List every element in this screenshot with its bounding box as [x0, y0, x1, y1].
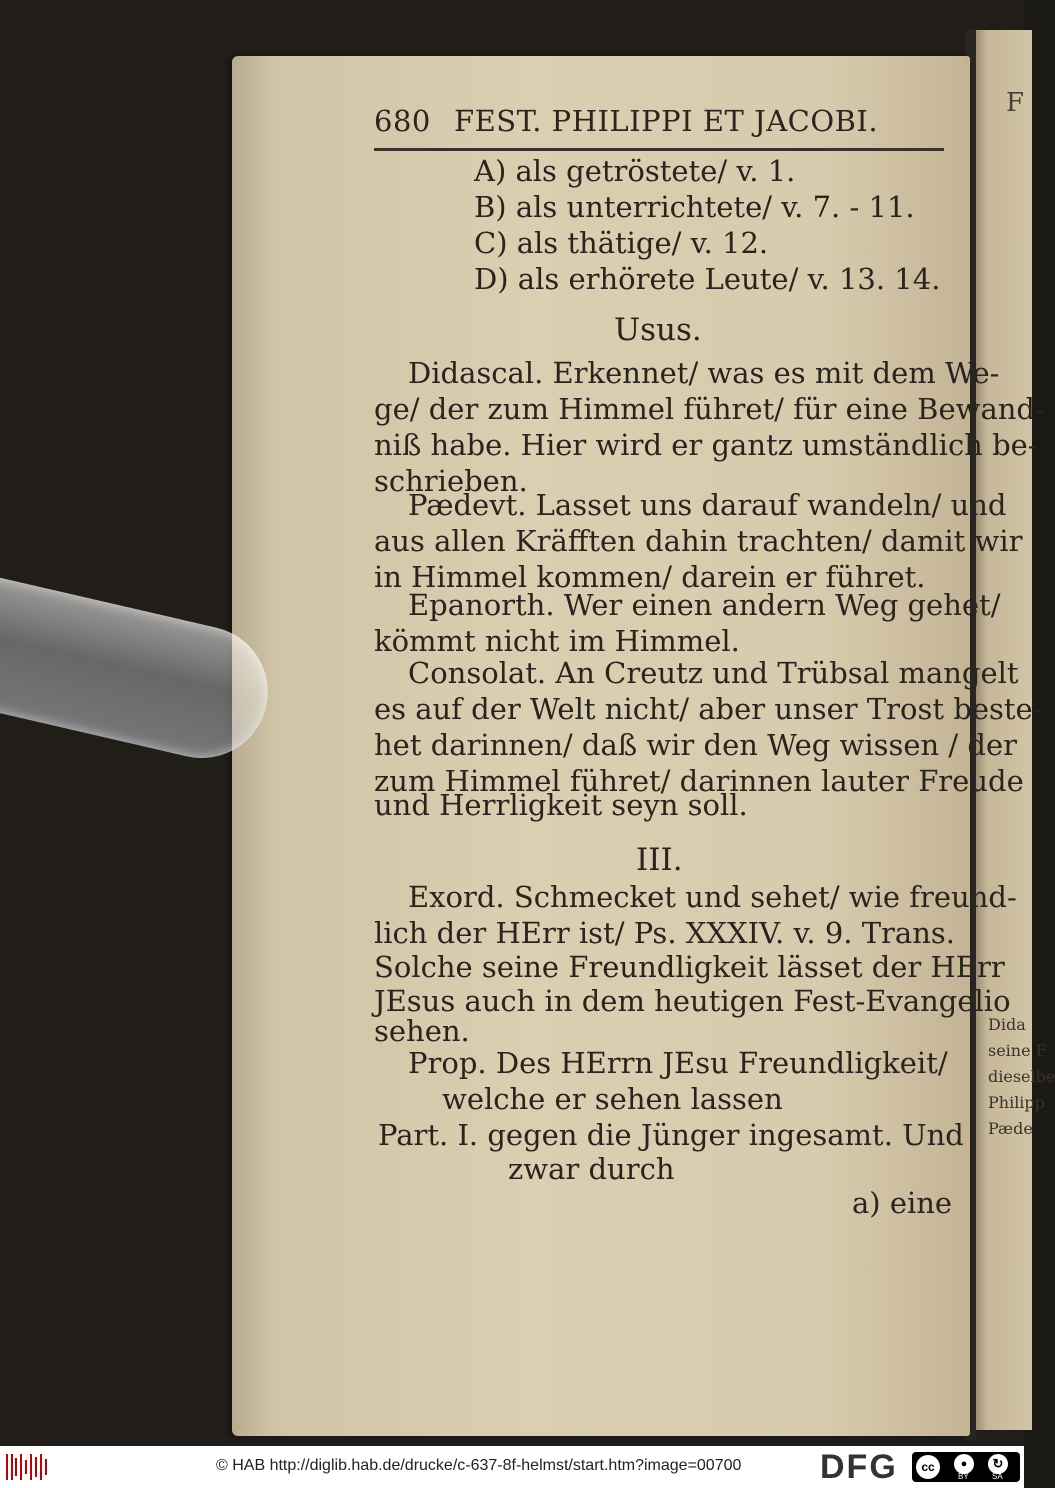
text-line: ge/ der zum Himmel führet/ für eine Bewand-: [374, 392, 1045, 426]
text-line: schrieben.: [374, 464, 528, 498]
page-number: 680: [374, 104, 431, 138]
cc-license-badge[interactable]: [912, 1452, 1020, 1482]
text-line: lich der HErr ist/ Ps. XXXIV. v. 9. Trans.: [374, 916, 955, 950]
text-line: Consolat. An Creutz und Trübsal mangelt: [408, 656, 1019, 690]
text-line: es auf der Welt nicht/ aber unser Trost beste-: [374, 692, 1043, 726]
edge-line: Philipp: [988, 1093, 1045, 1112]
text-line: D) als erhörete Leute/ v. 13. 14.: [474, 262, 941, 296]
text-line: B) als unterrichtete/ v. 7. - 11.: [474, 190, 915, 224]
text-line: Pædevt. Lasset uns darauf wandeln/ und: [408, 488, 1007, 522]
header-rule: [374, 148, 944, 151]
text-line: welche er sehen lassen: [442, 1082, 783, 1116]
text-line: zwar durch: [508, 1152, 675, 1186]
text-line: zum Himmel führet/ darinnen lauter Freude: [374, 764, 1024, 798]
copyright-credit: © HAB http://diglib.hab.de/drucke/c-637-8f-helmst/start.htm?image=00700: [216, 1457, 742, 1474]
by-label: BY: [958, 1472, 969, 1481]
text-line: und Herrligkeit seyn soll.: [374, 788, 748, 822]
viewer-footer: [0, 1446, 1024, 1488]
catchword: a) eine: [852, 1186, 953, 1220]
text-line: Prop. Des HErrn JEsu Freundligkeit/: [408, 1046, 948, 1080]
edge-line: dieselbe: [988, 1067, 1055, 1086]
text-line: het darinnen/ daß wir den Weg wissen / der: [374, 728, 1018, 762]
text-line: JEsus auch in dem heutigen Fest-Evangelio: [374, 984, 1011, 1018]
text-line: A) als getröstete/ v. 1.: [474, 154, 796, 188]
by-icon: ●: [954, 1454, 974, 1474]
page-header: [374, 104, 954, 148]
section-heading: Usus.: [614, 312, 702, 348]
text-line: niß habe. Hier wird er gantz umständlich be-: [374, 428, 1038, 462]
text-line: Exord. Schmecket und sehet/ wie freund-: [408, 880, 1017, 914]
library-logo-icon: [6, 1454, 50, 1480]
text-line: in Himmel kommen/ darein er führet.: [374, 560, 926, 594]
running-head: FEST. PHILIPPI ET JACOBI.: [454, 104, 879, 138]
text-line: Part. I. gegen die Jünger ingesamt. Und: [378, 1118, 964, 1152]
edge-line: Pæde: [988, 1119, 1033, 1138]
text-line: Epanorth. Wer einen andern Weg gehet/: [408, 588, 1001, 622]
cc-icon: cc: [916, 1455, 940, 1479]
edge-line: Dida: [988, 1015, 1026, 1034]
edge-line: seine F: [988, 1041, 1047, 1060]
dfg-logo: DFG: [820, 1448, 898, 1486]
text-line: aus allen Kräfften dahin trachten/ damit wir: [374, 524, 1023, 558]
sa-label: SA: [992, 1472, 1003, 1481]
text-line: C) als thätige/ v. 12.: [474, 226, 769, 260]
text-line: Didascal. Erkennet/ was es mit dem We-: [408, 356, 1000, 390]
section-heading: III.: [636, 842, 683, 878]
sa-icon: ↻: [988, 1454, 1008, 1474]
next-page-header-fragment: F: [1006, 88, 1025, 118]
text-line: kömmt nicht im Himmel.: [374, 624, 740, 658]
text-line: Solche seine Freundligkeit lässet der HErr: [374, 950, 1005, 984]
text-line: sehen.: [374, 1014, 470, 1048]
next-page-text-fragments: [988, 1012, 1055, 1142]
